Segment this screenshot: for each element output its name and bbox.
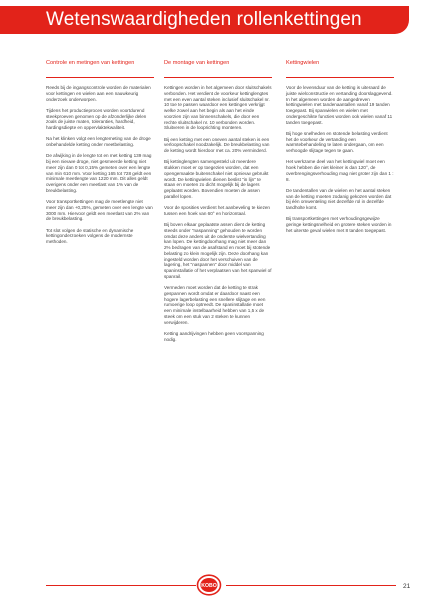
column-heading: Kettingwielen: [286, 60, 394, 78]
page-title: Wetenswaardigheden rollenkettingen: [46, 9, 362, 30]
paragraph: Bij boven elkaar geplaatste assen dient de ketting steeds onder "naspanning" gehouden te worden omdat deze anders uit de onderste wielvertanding kan lopen. De kettingdoorhang mag niet meer dan 2% bedragen van de asafstand en moet bij stotende belasting zo klein mogelijk zijn. Deze doorhang kan ingesteld worden door het verschuiven van de lagering, het "naspannen" door middel van spaninstallatie of het verplaatsen van het spanwiel of spanrail.: [164, 222, 272, 279]
paragraph: Bij transportkettingen met verhoudingsgewijze geringe kettingsnelheid en grotere steken worden in het uiterste geval wielen met 8 tanden toegepast.: [286, 216, 392, 233]
column-heading: De montage van kettingen: [164, 60, 272, 78]
column-controle: [46, 60, 154, 250]
paragraph: Voor transportkettingen mag de meetlengte niet meer zijn dan +0,25%, gemeten over een lengte van 3000 mm. Hiervoor geldt een meetlast van 2% van de breukbelasting.: [46, 199, 153, 222]
paragraph: Reeds bij de ingangscontrole worden de materialen voor kettingen en wielen aan een nauwkeurig onderzoek onderworpen.: [46, 85, 151, 102]
paragraph: Vermeden moet worden dat de ketting te strak gespannen wordt omdat er daardoor naast een hogere lagerbelasting een snellere slijtage en een rumoerige loop optreedt. De spaninstallatie moet een minimale instelbaarheid hebben van 1,5 x de steek om een stuk van 2 steken te kunnen verwijderen.: [164, 285, 266, 325]
paragraph: Ketting aandrijvingen hebben geen voorspanning nodig.: [164, 330, 264, 342]
logo-text: KOBO: [201, 583, 217, 589]
paragraph: De tandentallen van de wielen en het aantal steken van de ketting moeten zodanig gekozen worden dat bij één omwenteling niet dezelfde rol in dezelfde tandholte komt.: [286, 187, 392, 210]
paragraph: Bij een ketting met een oneven aantal steken is een verloopschakel noodzakelijk. De breukbelasting van de ketting wordt hierdoor met ca. 20% verminderd.: [164, 136, 270, 153]
paragraph: Tijdens het productieproces worden voortdurend steekproeven genomen op de afzonderlijke delen zoals de juiste maten, toleranties, hardheid, hardingsdiepte en oppervlaktekwaliteit.: [46, 107, 147, 130]
footer-divider-right: [226, 585, 396, 586]
title-banner: [0, 6, 409, 34]
paragraph: Na het klinken volgt een lengtemeting van de droge onbehandelde ketting onder meetbelasting.: [46, 136, 151, 147]
paragraph: Kettingen worden in het algemeen door sluitschakels verbonden. Het verdient de voorkeur kettinglengtes met een even aantal steken inclusief sluitschakel nr. 10 toe te passen waardoor een kettingen verkrijgt welke zowel aan het begin als aan het einde voorzien zijn van binnenschakels, die door een rechte sluitschakel nr. 10 verbonden worden. Sluitveren in de looprichting monteren.: [164, 85, 272, 131]
paragraph: De afwijking in de lengte tot en met ketting 139 mag bij een nieuwe droge, niet gesmeerde ketting niet meer zijn dan 0 tot 0,15% gemeten over een lengte van min 610 mm. Voor ketting 165 tot 728 geldt een minimale meetlengte van 1220 mm. Dit alles geldt overigens onder een meetlast van 1% van de breukbelasting.: [46, 153, 152, 193]
paragraph: Tot slot volgen de statische en dynamische kettingonderzoeken volgens de modernste methoden.: [46, 227, 134, 244]
paragraph: Bij hoge snelheden en stotende belasting verdient het de voorkeur de vertanding een warmtebehandeling te laten ondergaan, om een verhoogde slijtage tegen te gaan.: [286, 130, 388, 153]
column-montage: [164, 60, 272, 348]
paragraph: Voor de sposities verdient het aanbeveling te kiezen tussen een hoek van 60° en horizontaal.: [164, 205, 270, 216]
page-number: 21: [403, 583, 411, 590]
footer-divider-left: [46, 585, 196, 586]
column-heading: Controle en metingen van kettingen: [46, 60, 154, 78]
kobo-logo: [196, 574, 222, 596]
paragraph: Bij kettinglengten samengesteld uit meerdere stukken moet er op toegezien worden, dat een opengemaakte buitenschakel niet opnieuw gebruikt wordt. De kettingwielen dienen beslist "in lijn" te staan en moeten zo dicht mogelijk bij de lagers geplaatst worden. Bovendien moeten de assen parallel lopen.: [164, 159, 269, 199]
paragraph: Voor de levensduur van de ketting is uiteraard de juiste wielconstructie en vertanding doorslaggevend. In het algemeen worden de aangedreven kettingwielen met tandenaantallen vanaf 19 tanden toegepast. Bij spanwielen en wielen met ondergeschikte functies worden ook wielen vanaf 11 tanden toegepast.: [286, 85, 393, 125]
paragraph: Het werkzame deel van het kettingwiel moet een hoek hebben die niet kleiner is dan 120°, de overbrengingsverhouding mag niet groter zijn dan 1 : 8.: [286, 159, 394, 182]
column-kettingwielen: [286, 60, 394, 239]
